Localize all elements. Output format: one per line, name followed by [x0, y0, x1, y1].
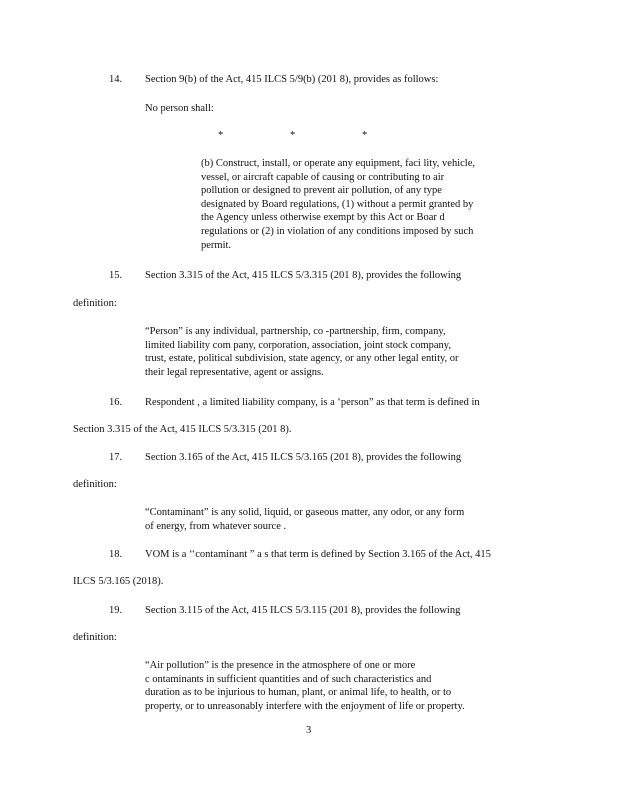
quote-line: their legal representative, agent or assigns.	[145, 366, 324, 378]
paragraph-17-line-2: definition:	[73, 479, 117, 490]
paragraph-15-line-2: definition:	[73, 298, 117, 309]
quote-line: of energy, from whatever source .	[145, 520, 287, 532]
quote-line: property, or to unreasonably interfere with the enjoyment of life or property.	[145, 700, 465, 712]
quote-line: c ontaminants in sufficient quantities and of such characteristics and	[145, 673, 432, 685]
paragraph-19-line-2: definition:	[73, 632, 117, 643]
quote-line: (b) Construct, install, or operate any equipment, faci lity, vehicle,	[201, 158, 475, 169]
block-quote-15	[145, 325, 459, 379]
paragraph-number-19: 19.	[109, 605, 123, 616]
quote-line: permit.	[201, 239, 232, 251]
paragraph-16-line-1: Respondent , a limited liability company, is a ‘person” as that term is defined in	[145, 397, 480, 408]
quote-line: limited liability com pany, corporation, association, joint stock company,	[145, 339, 451, 351]
quote-line: regulations or (2) in violation of any conditions imposed by such	[201, 225, 474, 237]
paragraph-15-line-1: Section 3.315 of the Act, 415 ILCS 5/3.315 (201 8), provides the following	[145, 270, 462, 281]
paragraph-17-line-1: Section 3.165 of the Act, 415 ILCS 5/3.165 (201 8), provides the following	[145, 452, 462, 463]
quote-line: vessel, or aircraft capable of causing or contributing to air	[201, 171, 445, 183]
paragraph-19-line-1: Section 3.115 of the Act, 415 ILCS 5/3.115 (201 8), provides the following	[145, 605, 461, 616]
quote-line: designated by Board regulations, (1) without a permit granted by	[201, 198, 474, 210]
paragraph-18-line-2: ILCS 5/3.165 (2018).	[73, 576, 164, 587]
ellipsis-star-1: *	[218, 130, 224, 141]
quote-line: duration as to be injurious to human, plant, or animal life, to health, or to	[145, 687, 452, 699]
paragraph-14-text: Section 9(b) of the Act, 415 ILCS 5/9(b) (201 8), provides as follows:	[145, 74, 439, 85]
paragraph-14-lead: No person shall:	[145, 103, 214, 114]
block-quote-14	[201, 157, 475, 252]
paragraph-16-line-2: Section 3.315 of the Act, 415 ILCS 5/3.315 (201 8).	[73, 424, 292, 435]
ellipsis-star-3: *	[362, 130, 368, 141]
quote-line: “Contaminant” is any solid, liquid, or gaseous matter, any odor, or any form	[145, 507, 465, 518]
paragraph-number-14: 14.	[109, 74, 123, 85]
quote-line: the Agency unless otherwise exempt by this Act or Boar d	[201, 212, 445, 224]
paragraph-number-16: 16.	[109, 397, 123, 408]
block-quote-17	[145, 506, 464, 533]
paragraph-18-line-1: VOM is a ‘‘contaminant ” a s that term is defined by Section 3.165 of the Act, 415	[145, 549, 491, 560]
page-number: 3	[306, 725, 312, 736]
paragraph-number-17: 17.	[109, 452, 123, 463]
paragraph-number-18: 18.	[109, 549, 123, 560]
quote-line: pollution or designed to prevent air pollution, of any type	[201, 185, 442, 197]
ellipsis-star-2: *	[290, 130, 296, 141]
quote-line: trust, estate, political subdivision, state agency, or any other legal entity, or	[145, 353, 459, 365]
quote-line: “Person” is any individual, partnership, co -partnership, firm, company,	[145, 326, 446, 337]
block-quote-19	[145, 659, 465, 713]
paragraph-number-15: 15.	[109, 270, 123, 281]
quote-line: “Air pollution” is the presence in the atmosphere of one or more	[145, 660, 416, 671]
